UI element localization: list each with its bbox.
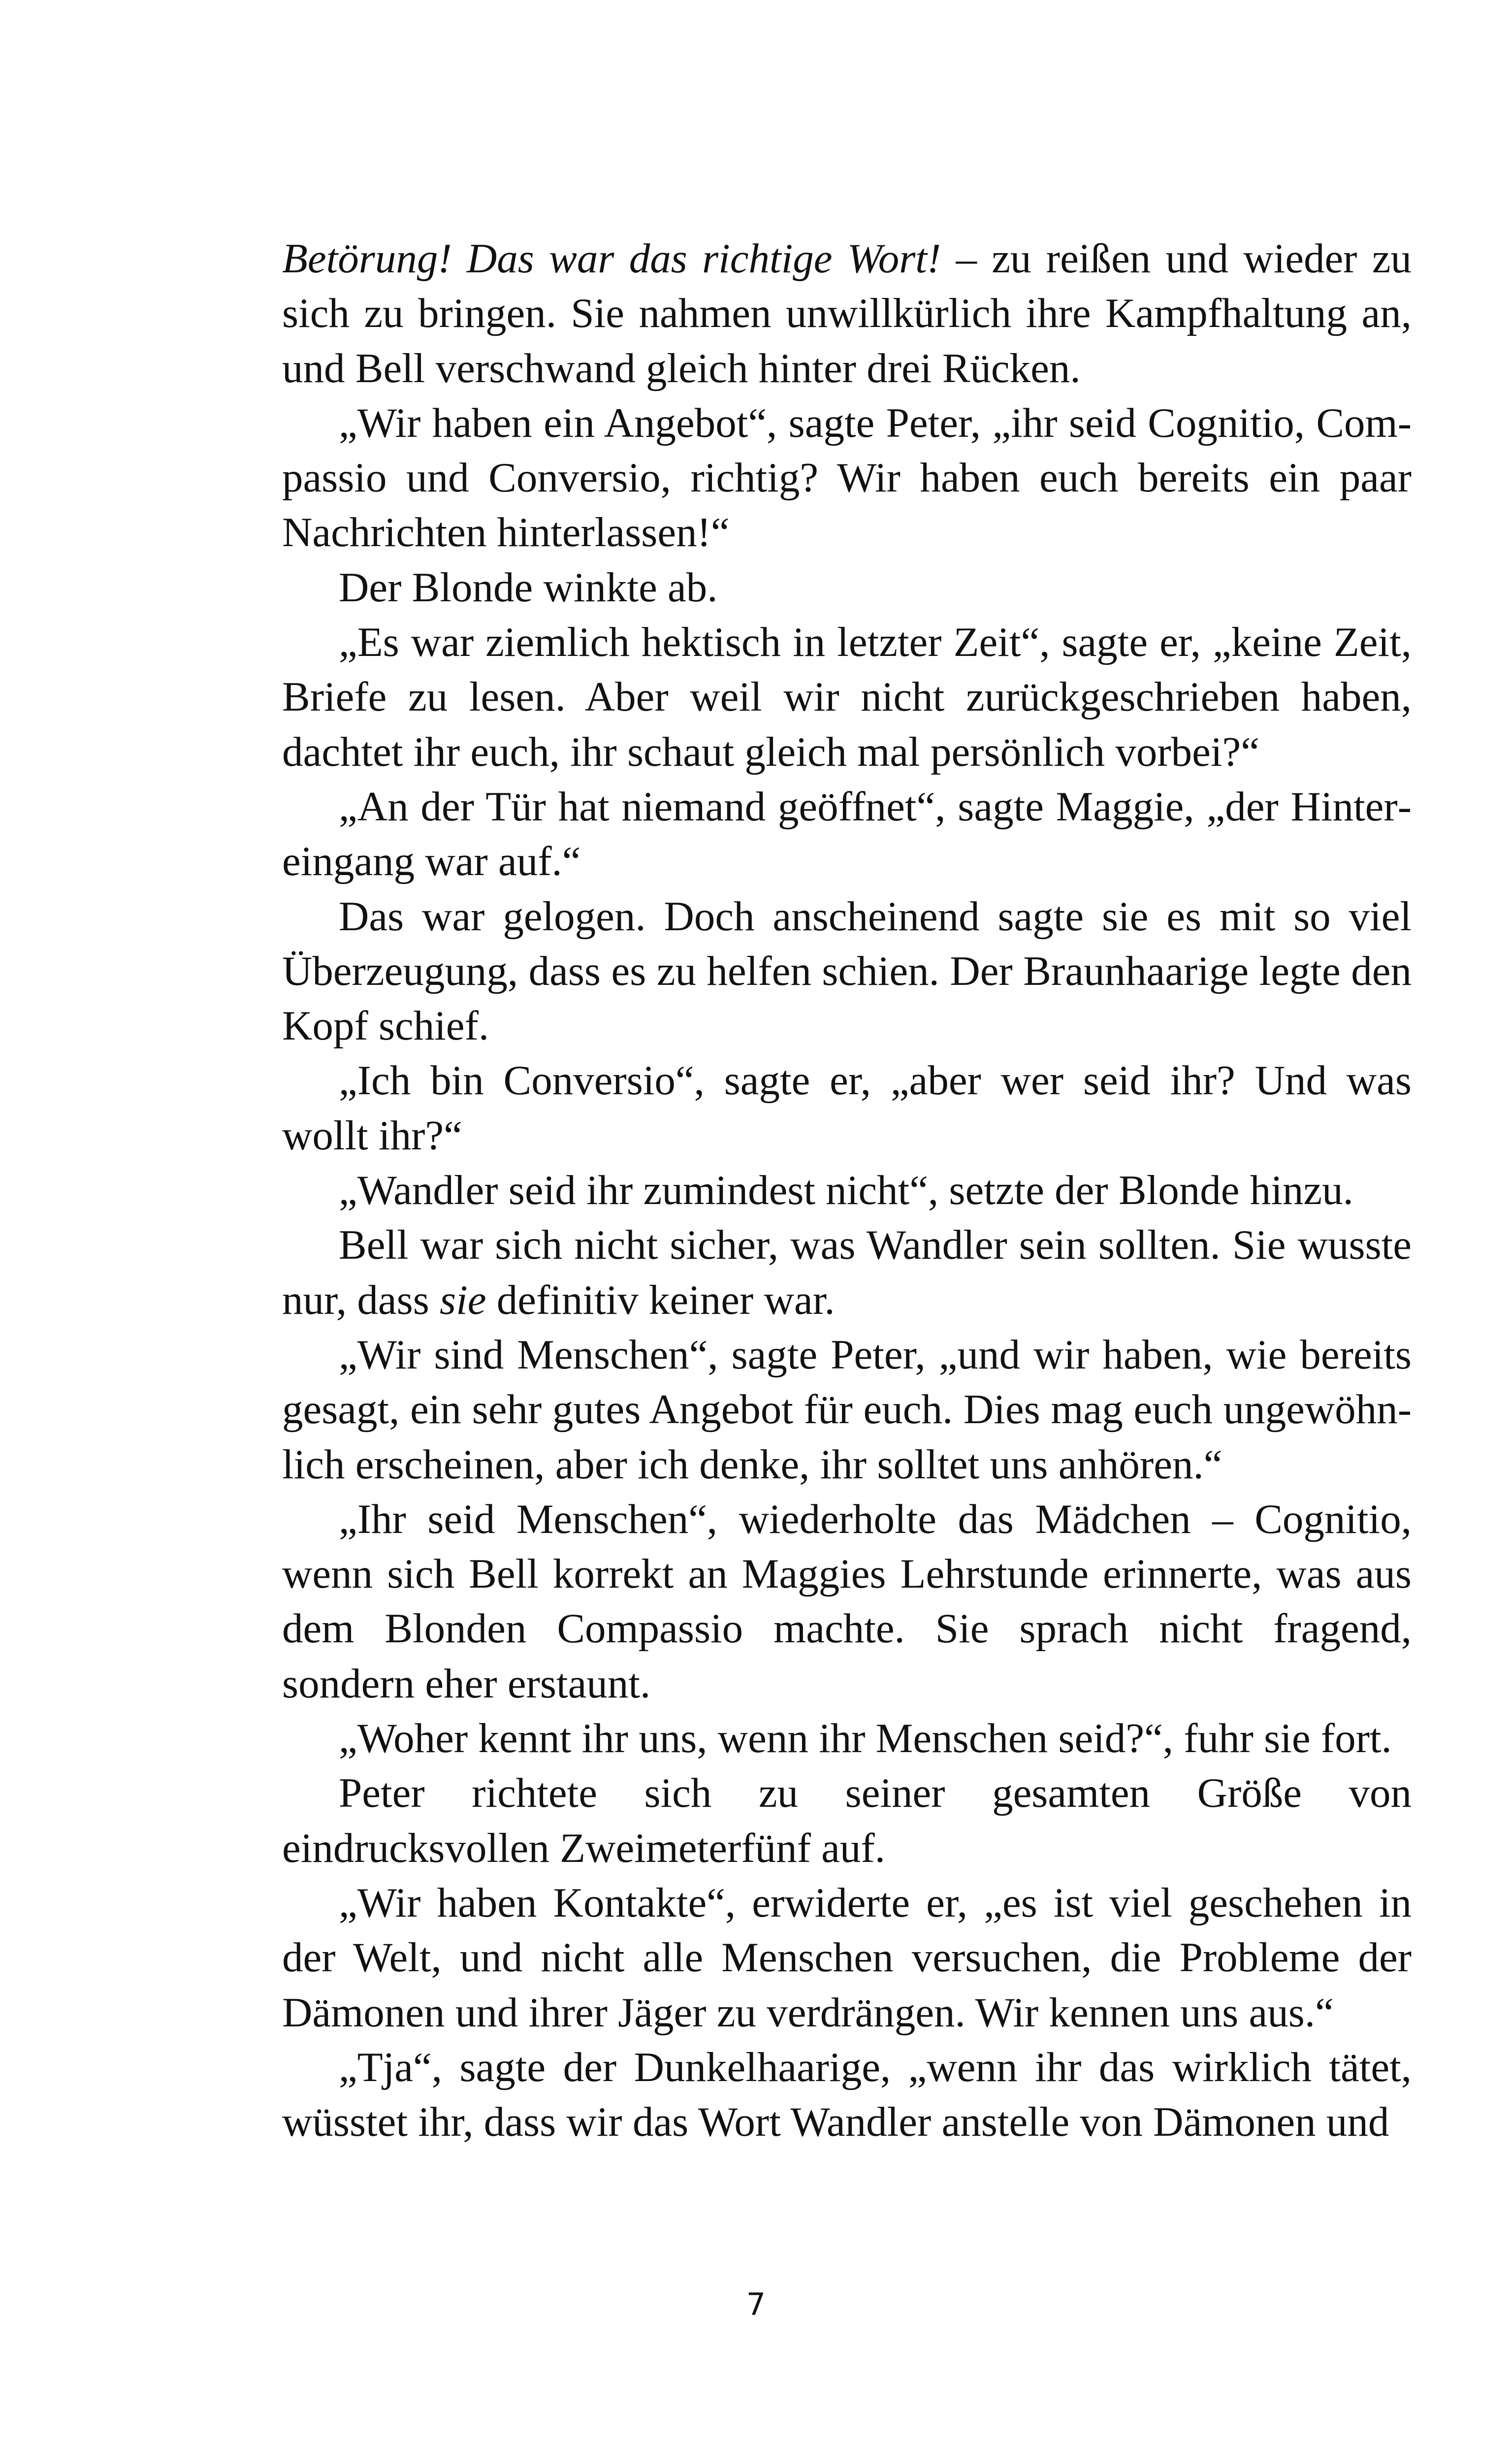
paragraph: „Wir haben Kontakte“, erwiderte er, „es ist viel geschehen in der Welt, und nicht alle Menschen versuchen, die Probleme der Dämonen und ihrer Jäger zu verdrängen. Wir kennen uns aus.“ [282, 1879, 1412, 2036]
paragraph: „An der Tür hat niemand geöffnet“, sagte Maggie, „der Hintereingang war auf.“ [282, 783, 1412, 885]
body-text [282, 231, 1412, 2150]
paragraph: „Ihr seid Menschen“, wiederholte das Mädchen – Cognitio, wenn sich Bell korrekt an Maggies Lehrstunde erinnerte, was aus dem Blonden Compassio machte. Sie sprach nicht fragend, sondern eher erstaunt. [282, 1496, 1412, 1707]
paragraph: „Wir sind Menschen“, sagte Peter, „und wir haben, wie bereits gesagt, ein sehr gutes Angebot für euch. Dies mag euch ungewöhnlich erscheinen, aber ich denke, ihr solltet uns anhören.“ [282, 1331, 1412, 1488]
paragraph: „Tja“, sagte der Dunkelhaarige, „wenn ihr das wirklich tätet, wüsstet ihr, dass wir das Wort Wandler anstelle von Dämonen und [282, 2044, 1412, 2146]
paragraph: „Ich bin Conversio“, sagte er, „aber wer seid ihr? Und was wollt ihr?“ [282, 1057, 1412, 1159]
page-number: 7 [746, 2286, 766, 2322]
paragraph: Das war gelogen. Doch anscheinend sagte sie es mit so viel Überzeugung, dass es zu helfen schien. Der Braunhaarige legte den Kopf schief. [282, 893, 1412, 1049]
paragraph: „Wandler seid ihr zumindest nicht“, setzte der Blonde hinzu. [339, 1167, 1353, 1214]
paragraph [282, 231, 1412, 396]
paragraph: „Es war ziemlich hektisch in letzter Zeit“, sagte er, „keine Zeit, Briefe zu lesen. Aber weil wir nicht zurückgeschrieben haben, dachtet ihr euch, ihr schaut gleich mal persönlich vorbei?“ [282, 619, 1412, 775]
paragraph-text: Bell war sich nicht sicher, was Wandler sein sollten. Sie wusste nur, dass [282, 1222, 1412, 1323]
paragraph-text: – zu reißen und wieder zu sich zu bringen. Sie nahmen unwillkürlich ihre Kampfhaltung an, und Bell verschwand gleich hinter drei Rücken. [282, 235, 1412, 391]
paragraph: Peter richtete sich zu seiner gesamten Größe von eindrucksvollen Zweimeterfünf auf. [282, 1770, 1412, 1871]
paragraph-text: definitiv keiner war. [486, 1276, 835, 1323]
paragraph: „Woher kennt ihr uns, wenn ihr Menschen seid?“, fuhr sie fort. [339, 1715, 1392, 1762]
paragraph: Der Blonde winkte ab. [339, 564, 718, 611]
paragraph [282, 1218, 1412, 1328]
italic-word: sie [440, 1276, 486, 1323]
italic-phrase: Betörung! Das war das richtige Wort! [282, 235, 941, 282]
paragraph: „Wir haben ein Angebot“, sagte Peter, „ihr seid Cognitio, Compassio und Conversio, richtig? Wir haben euch bereits ein paar Nachrichten hinterlassen!“ [282, 399, 1412, 556]
